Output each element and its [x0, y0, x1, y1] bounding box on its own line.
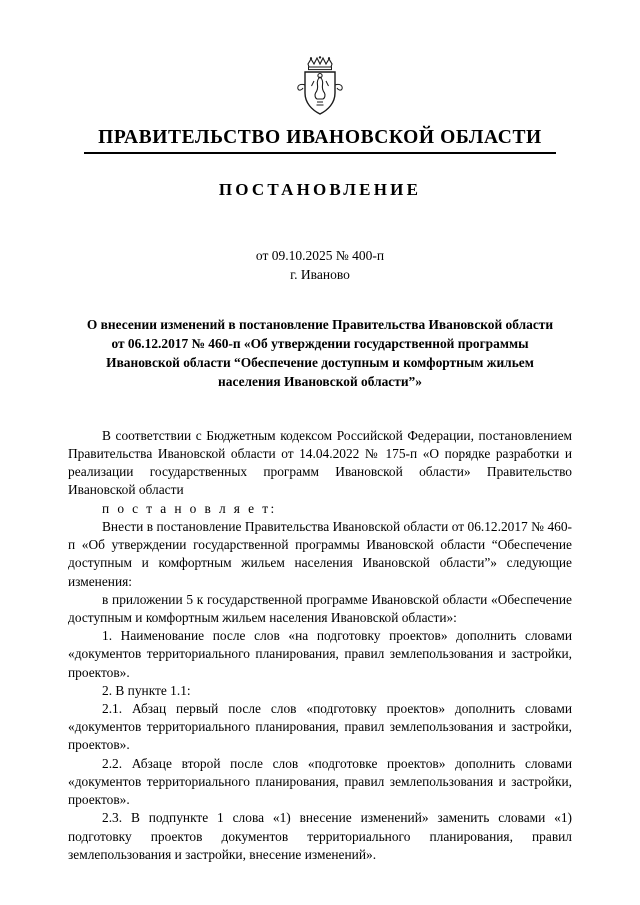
document-subject: О внесении изменений в постановление Правительства Ивановской области от 06.12.2017 № 460-п «Об утверждении государственной программы Ивановской области “Обеспечение доступным и комфортным жильем населения Ивановской области”»: [86, 316, 554, 389]
body-paragraph-7: 2.1. Абзац первый после слов «подготовку проектов» дополнить словами «документов территориального планирования, правил землепользования и застройки, проектов».: [68, 701, 572, 753]
body-paragraph-2: п о с т а н о в л я е т:: [102, 500, 277, 516]
document-type: ПОСТАНОВЛЕНИЕ: [218, 179, 422, 199]
body-paragraph-5: 1. Наименование после слов «на подготовку проектов» дополнить словами «документов территориального планирования, правил землепользования и застройки, проектов».: [68, 628, 572, 680]
body-paragraph-9: 2.3. В подпункте 1 слова «1) внесение изменений» заменить словами «1) подготовку проектов документов территориального планирования, правил землепользования и застройки, внесение изменений».: [68, 810, 572, 862]
document-date-number: от 09.10.2025 № 400-п: [255, 247, 385, 263]
title-divider: [84, 152, 556, 154]
body-paragraph-6: 2. В пункте 1.1:: [102, 682, 191, 698]
emblem-container: [68, 55, 572, 117]
document-meta: [68, 246, 572, 285]
document-body: [68, 427, 572, 864]
body-paragraph-3: Внести в постановление Правительства Ивановской области от 06.12.2017 № 460-п «Об утверждении государственной программы Ивановской области “Обеспечение доступным и комфортным жильем населения Ивановской области”» следующие изменения:: [68, 518, 572, 589]
ivanovo-oblast-coat-of-arms-icon: [293, 55, 347, 117]
body-paragraph-1: В соответствии с Бюджетным кодексом Российской Федерации, постановлением Правительства Ивановской области от 14.04.2022 № 175-п «О порядке разработки и реализации государственных программ Ивановской области» Правительство Ивановской области: [68, 427, 572, 498]
body-paragraph-4: в приложении 5 к государственной программе Ивановской области «Обеспечение доступным и комфортным жильем населения Ивановской области»:: [68, 591, 572, 625]
body-paragraph-8: 2.2. Абзаце второй после слов «подготовке проектов» дополнить словами «документов территориального планирования, правил землепользования и застройки, проектов».: [68, 755, 572, 808]
document-city: г. Иваново: [290, 267, 350, 283]
organization-title: ПРАВИТЕЛЬСТВО ИВАНОВСКОЙ ОБЛАСТИ: [98, 127, 542, 148]
